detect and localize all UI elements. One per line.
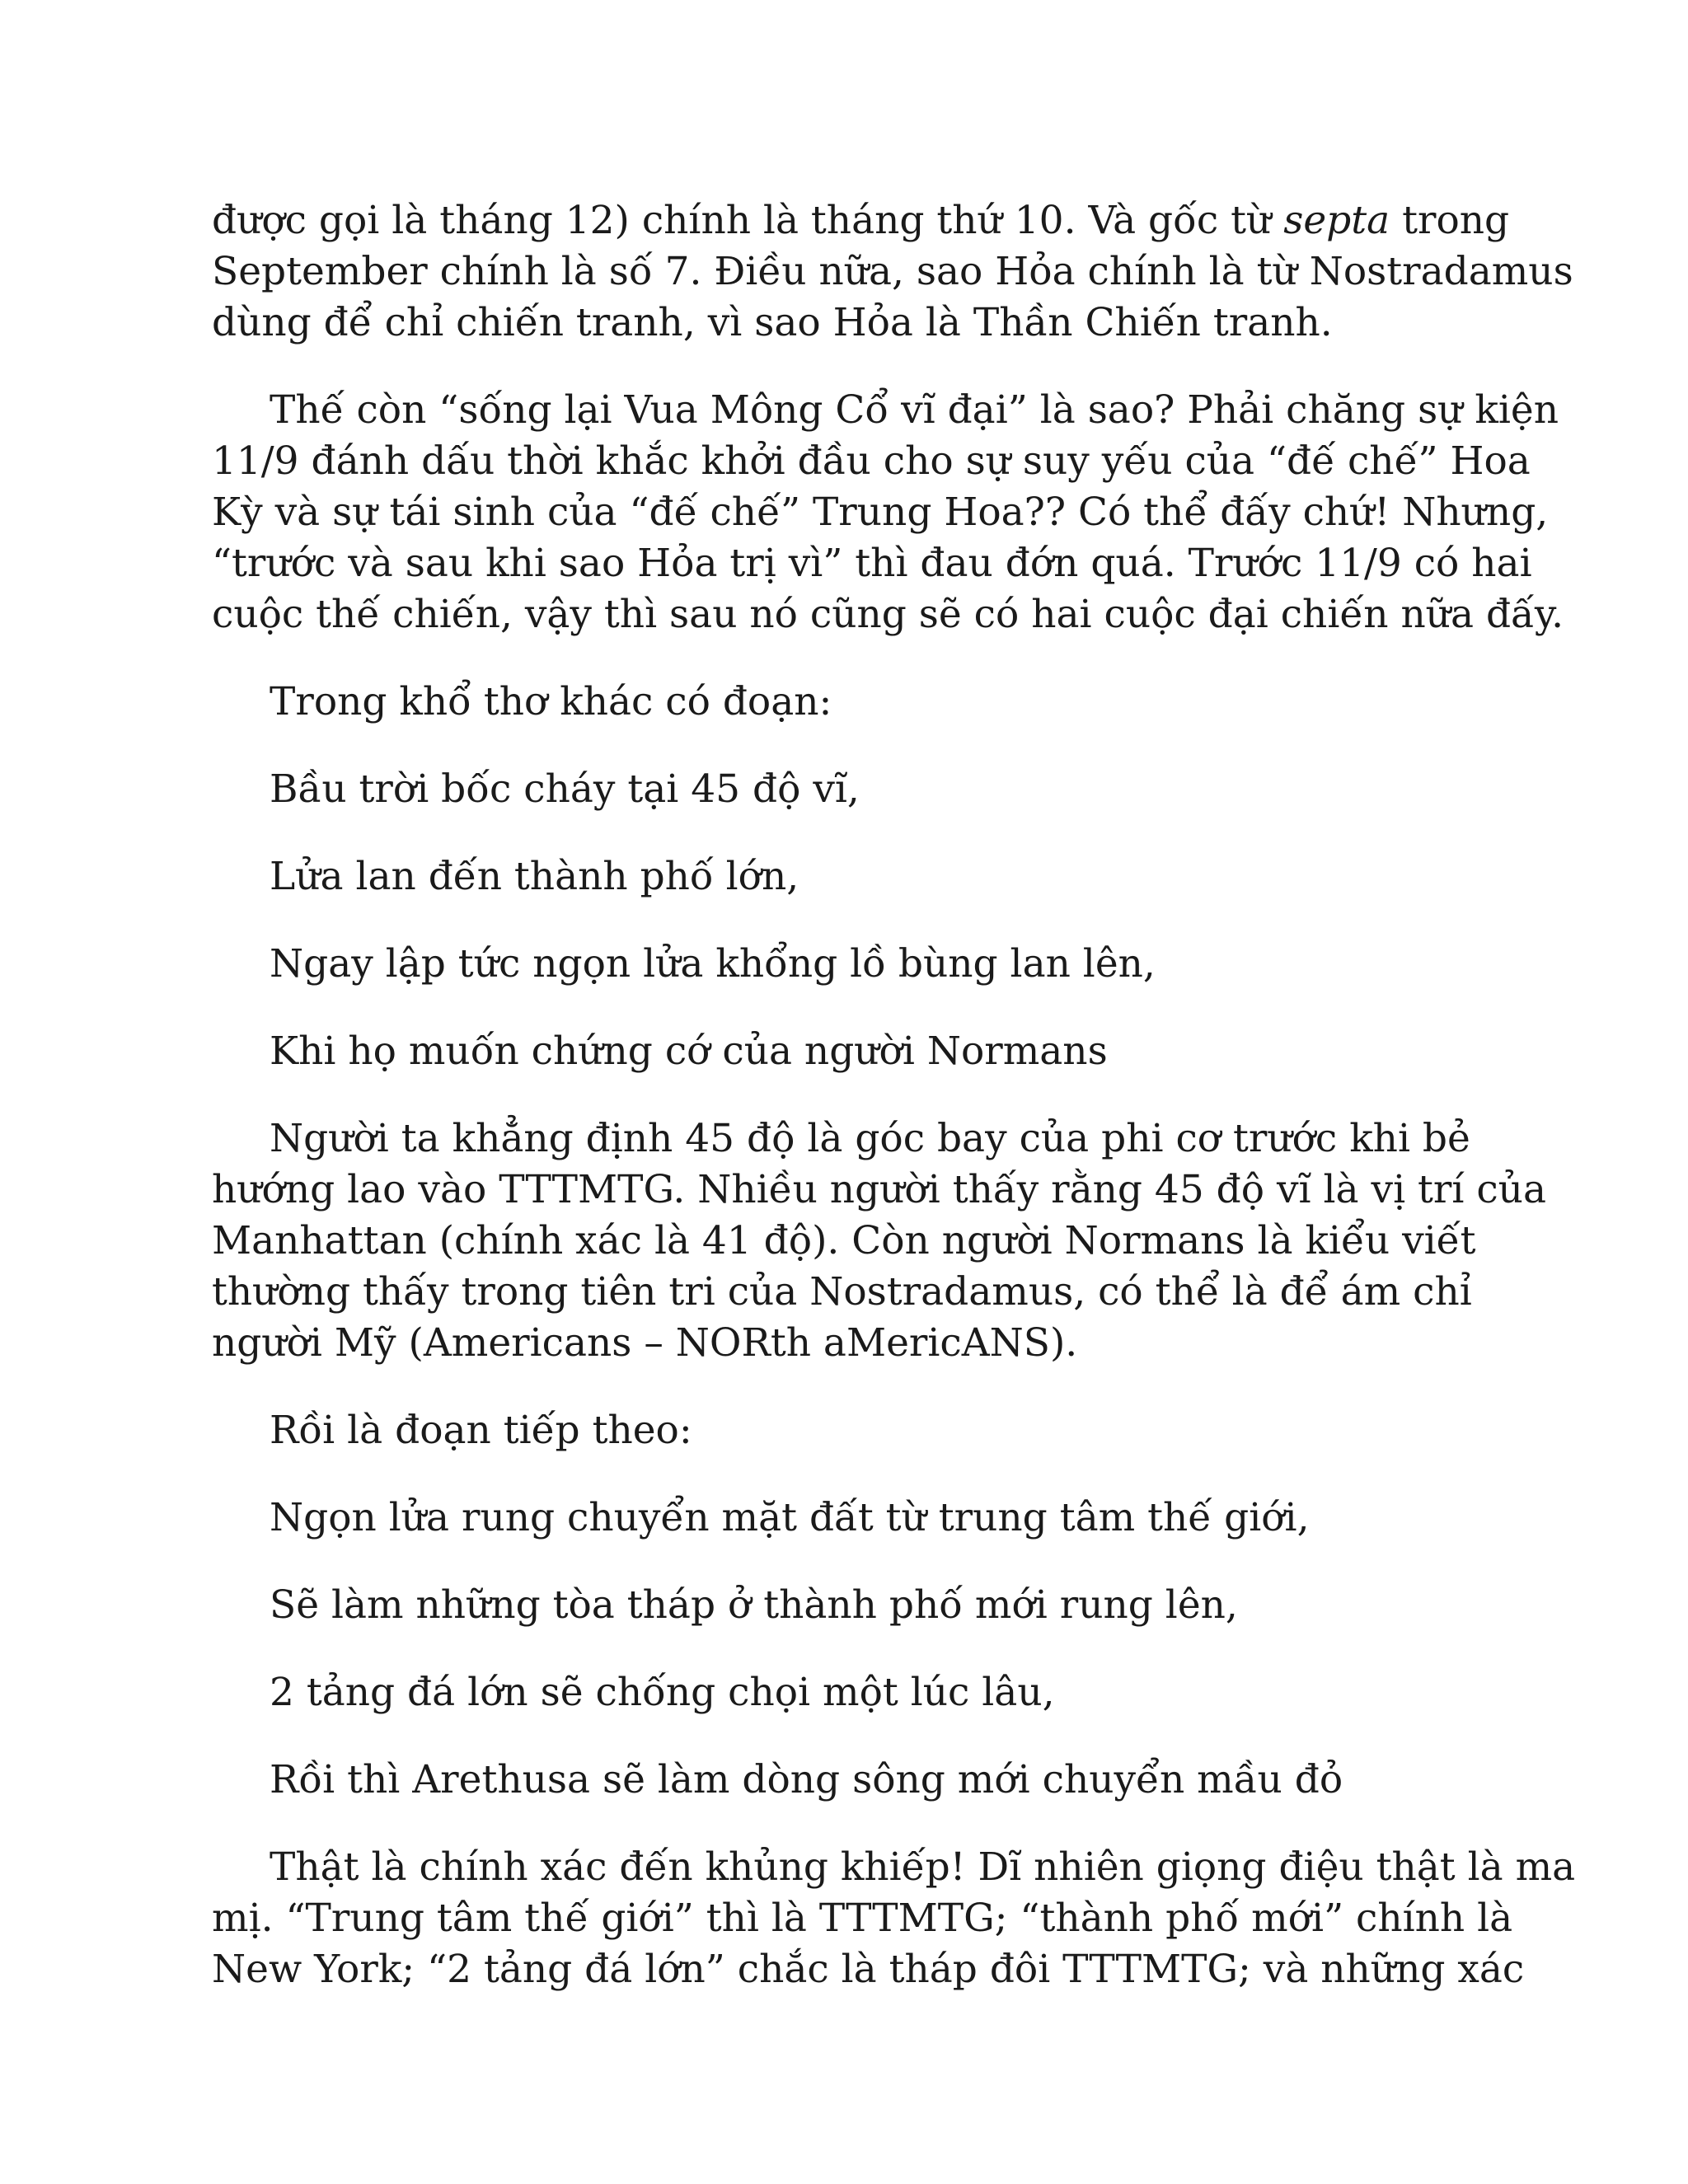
paragraph-1-line-1 [212,195,1510,246]
verse-2-line-2 [212,1580,1481,1631]
verse-2-line-3 [212,1667,1481,1718]
paragraph-6-line-2: mị. “Trung tâm thế giới” thì là TTTMTG; “thành phố mới” chính là [212,1896,1513,1941]
paragraph-1-line-1-text-a: được gọi là tháng 12) chính là tháng thứ 10. Và gốc từ [212,198,1284,243]
paragraph-4-line-1: Người ta khẳng định 45 độ là góc bay của phi cơ trước khi bẻ [270,1116,1470,1161]
verse-line: Bầu trời bốc cháy tại 45 độ vĩ, [270,766,860,812]
verse-2-line-4 [212,1755,1481,1806]
paragraph-4-line-3: Manhattan (chính xác là 41 độ). Còn người Normans là kiểu viết [212,1218,1476,1263]
paragraph-1-italic-word: septa [1283,198,1390,243]
verse-line: Ngay lập tức ngọn lửa khổng lồ bùng lan lên, [270,941,1156,987]
paragraph-2-line-3: Kỳ và sự tái sinh của “đế chế” Trung Hoa?? Có thể đấy chứ! Nhưng, [212,490,1549,535]
paragraph-3 [212,677,1481,728]
paragraph-5-text: Rồi là đoạn tiếp theo: [270,1408,692,1453]
verse-line: 2 tảng đá lớn sẽ chống chọi một lúc lâu, [270,1670,1055,1715]
verse-1-line-1 [212,764,1481,815]
paragraph-3-text: Trong khổ thơ khác có đoạn: [270,679,832,724]
verse-2-line-1 [212,1493,1481,1544]
paragraph-1-line-3: dùng để chỉ chiến tranh, vì sao Hỏa là Thần Chiến tranh. [212,300,1333,345]
paragraph-6-line-1: Thật là chính xác đến khủng khiếp! Dĩ nhiên giọng điệu thật là ma [270,1844,1576,1890]
paragraph-2 [212,385,1564,640]
paragraph-2-line-5: cuộc thế chiến, vậy thì sau nó cũng sẽ có hai cuộc đại chiến nữa đấy. [212,592,1564,637]
paragraph-4-line-4: thường thấy trong tiên tri của Nostradamus, có thể là để ám chỉ [212,1269,1472,1315]
verse-line: Sẽ làm những tòa tháp ở thành phố mới rung lên, [270,1582,1238,1628]
verse-line: Khi họ muốn chứng cớ của người Normans [270,1029,1108,1074]
verse-1-line-4 [212,1026,1481,1077]
text-body [212,195,1576,2032]
verse-line: Lửa lan đến thành phố lớn, [270,854,799,899]
paragraph-1-line-2: September chính là số 7. Điều nữa, sao Hỏa chính là từ Nostradamus [212,249,1573,294]
paragraph-4-line-2: hướng lao vào TTTMTG. Nhiều người thấy rằng 45 độ vĩ là vị trí của [212,1167,1546,1212]
paragraph-6-line-3: New York; “2 tảng đá lớn” chắc là tháp đôi TTTMTG; và những xác [212,1947,1525,1992]
paragraph-6 [212,1842,1576,1995]
paragraph-2-line-4: “trước và sau khi sao Hỏa trị vì” thì đau đớn quá. Trước 11/9 có hai [212,541,1532,586]
verse-line: Rồi thì Arethusa sẽ làm dòng sông mới chuyển mầu đỏ [270,1757,1343,1802]
paragraph-5 [212,1405,1481,1456]
paragraph-2-line-1: Thế còn “sống lại Vua Mông Cổ vĩ đại” là sao? Phải chăng sự kiện [270,387,1559,433]
verse-1-line-2 [212,851,1481,902]
paragraph-2-line-2: 11/9 đánh dấu thời khắc khởi đầu cho sự suy yếu của “đế chế” Hoa [212,438,1531,484]
verse-line: Ngọn lửa rung chuyển mặt đất từ trung tâm thế giới, [270,1495,1310,1540]
paragraph-1 [212,195,1573,349]
verse-1-line-3 [212,939,1481,990]
paragraph-1-line-1-text-b: trong [1390,198,1510,243]
paragraph-4 [212,1113,1546,1369]
paragraph-4-line-5: người Mỹ (Americans – NORth aMericANS). [212,1320,1078,1366]
